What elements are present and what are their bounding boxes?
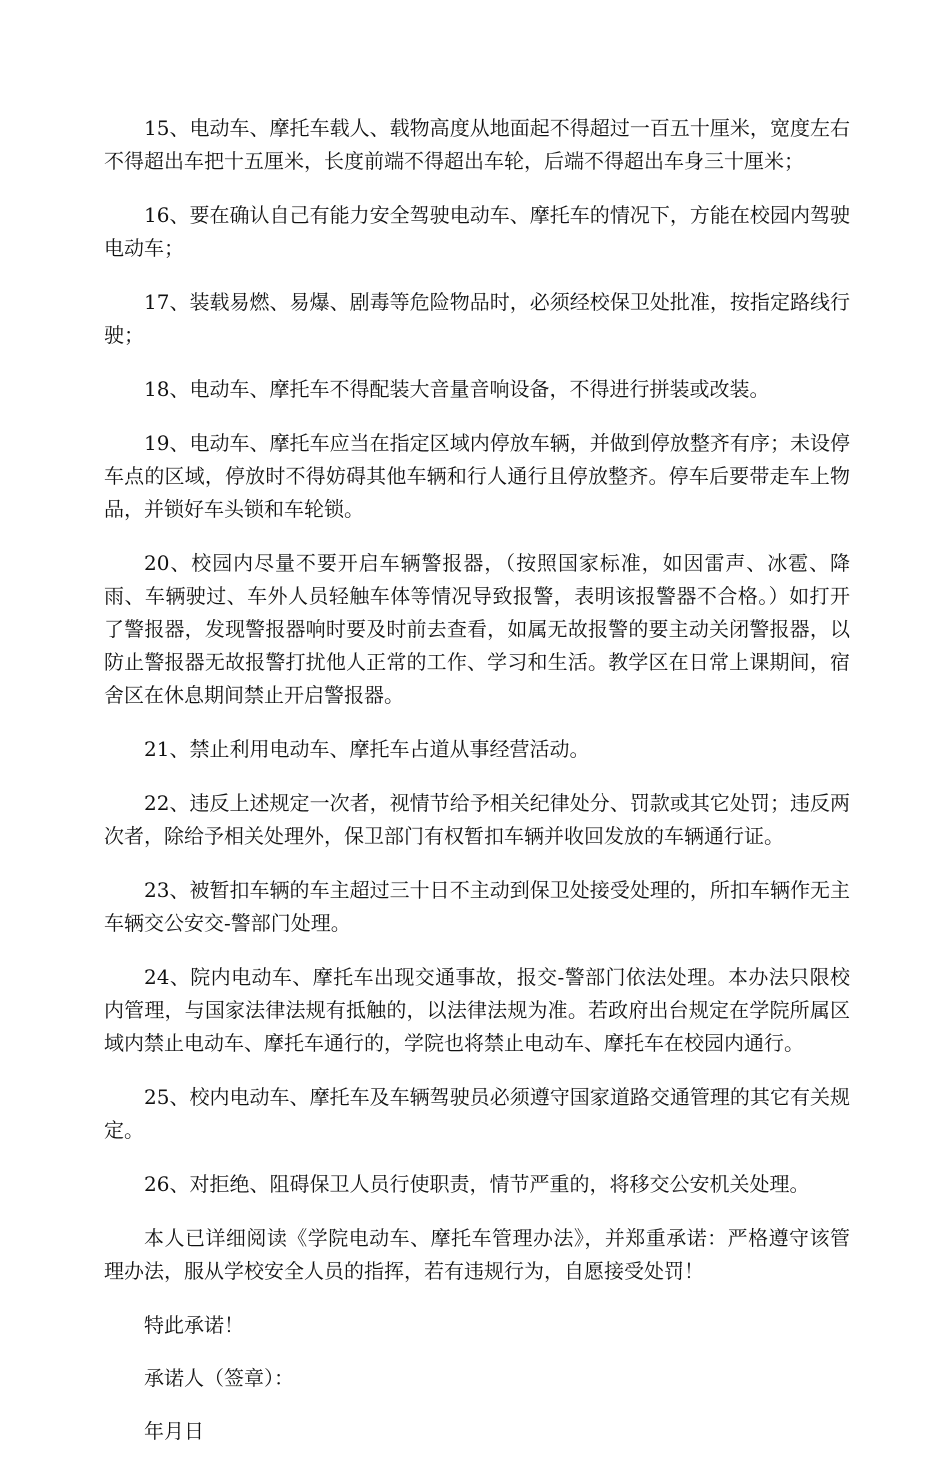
- rule-18: 18、电动车、摩托车不得配装大音量音响设备，不得进行拼装或改装。: [144, 377, 770, 401]
- rule-22: 22、违反上述规定一次者，视情节给予相关纪律处分、罚款或其它处罚；违反两次者，除给予相关处理外，保卫部门有权暂扣车辆并收回发放的车辆通行证。: [104, 791, 850, 848]
- rule-19: 19、电动车、摩托车应当在指定区域内停放车辆，并做到停放整齐有序；未设停车点的区域，停放时不得妨碍其他车辆和行人通行且停放整齐。停车后要带走车上物品，并锁好车头锁和车轮锁。: [104, 431, 850, 521]
- document-body: [104, 112, 850, 1468]
- rule-25: 25、校内电动车、摩托车及车辆驾驶员必须遵守国家道路交通管理的其它有关规定。: [104, 1085, 850, 1142]
- rule-15: 15、电动车、摩托车载人、载物高度从地面起不得超过一百五十厘米，宽度左右不得超出车把十五厘米，长度前端不得超出车轮，后端不得超出车身三十厘米；: [104, 116, 850, 173]
- date-label: 年月日: [144, 1419, 204, 1443]
- rule-23: 23、被暂扣车辆的车主超过三十日不主动到保卫处接受处理的，所扣车辆作无主车辆交公安交-警部门处理。: [104, 878, 850, 935]
- rule-26: 26、对拒绝、阻碍保卫人员行使职责，情节严重的，将移交公安机关处理。: [144, 1172, 810, 1196]
- signature-label: 承诺人（签章）：: [144, 1366, 294, 1390]
- rule-17: 17、装载易燃、易爆、剧毒等危险物品时，必须经校保卫处批准，按指定路线行驶；: [104, 290, 850, 347]
- rule-21: 21、禁止利用电动车、摩托车占道从事经营活动。: [144, 737, 590, 761]
- rule-16: 16、要在确认自己有能力安全驾驶电动车、摩托车的情况下，方能在校园内驾驶电动车；: [104, 203, 850, 260]
- pledge-confirmation: 特此承诺！: [144, 1313, 244, 1337]
- rule-24: 24、院内电动车、摩托车出现交通事故，报交-警部门依法处理。本办法只限校内管理，与国家法律法规有抵触的，以法律法规为准。若政府出台规定在学院所属区域内禁止电动车、摩托车通行的，学院也将禁止电动车、摩托车在校园内通行。: [104, 965, 850, 1055]
- pledge-statement: 本人已详细阅读《学院电动车、摩托车管理办法》，并郑重承诺：严格遵守该管理办法，服从学校安全人员的指挥，若有违规行为，自愿接受处罚！: [104, 1226, 850, 1283]
- rule-20: 20、校园内尽量不要开启车辆警报器，（按照国家标准，如因雷声、冰雹、降雨、车辆驶过、车外人员轻触车体等情况导致报警，表明该报警器不合格。）如打开了警报器，发现警报器响时要及时前去查看，如属无故报警的要主动关闭警报器，以防止警报器无故报警打扰他人正常的工作、学习和生活。教学区在日常上课期间，宿舍区在休息期间禁止开启警报器。: [104, 551, 850, 707]
